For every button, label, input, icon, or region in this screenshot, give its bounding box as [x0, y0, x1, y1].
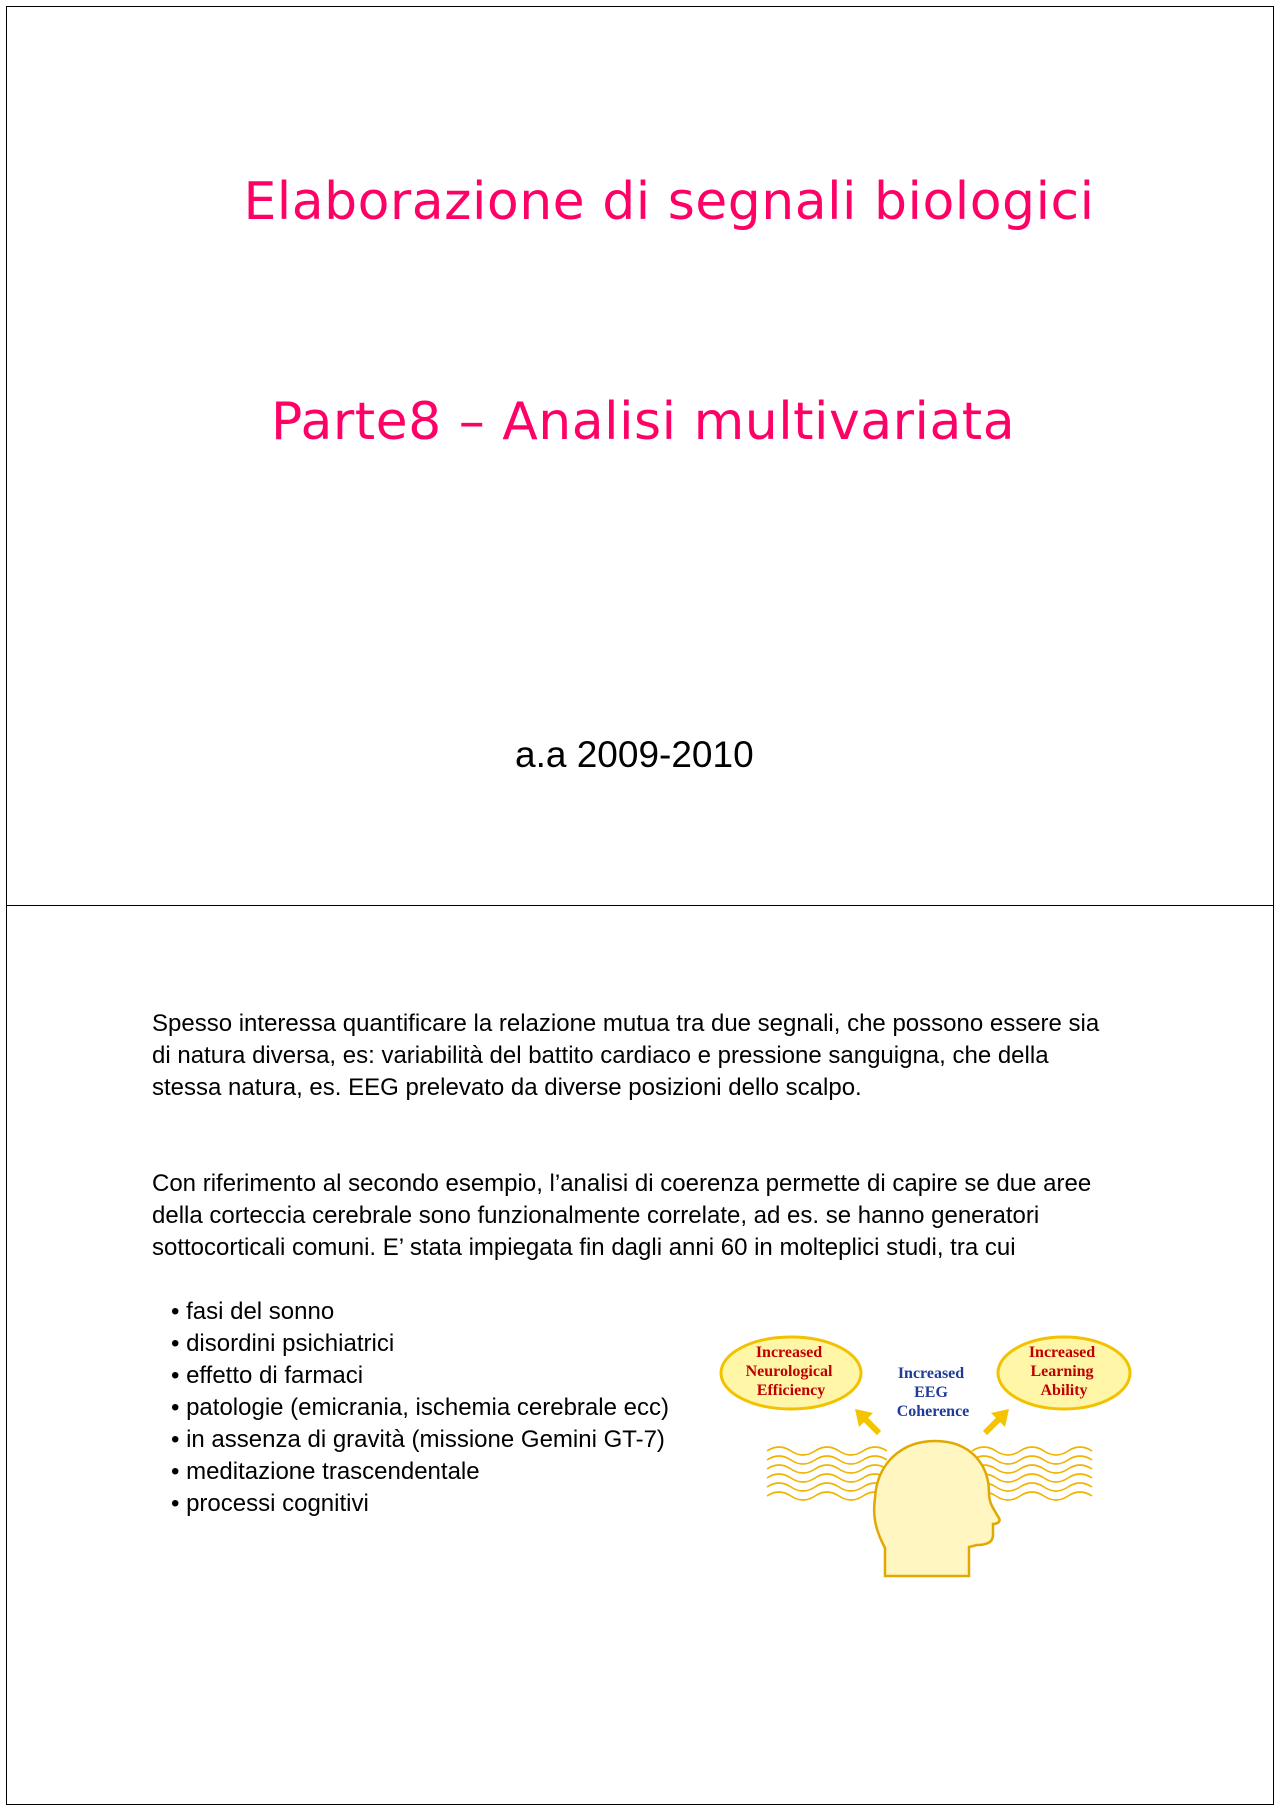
list-item: • processi cognitivi — [171, 1488, 669, 1520]
intro-paragraph: Spesso interessa quantificare la relazione mutua tra due segnali, che possono essere sia di natura diversa, es: variabilità del battito cardiaco e pressione sanguigna, che della stessa natura, es. EEG prelevato da diverse posizioni dello scalpo. — [152, 1010, 1100, 1101]
left-bubble-line: Neurological — [745, 1363, 833, 1380]
right-bubble-line: Learning — [1030, 1363, 1094, 1380]
content-slide — [6, 905, 1274, 1805]
list-item: • meditazione trascendentale — [171, 1456, 669, 1488]
svg-text:Increased EEG — [897, 1365, 970, 1420]
list-item: • effetto di farmaci — [171, 1360, 669, 1392]
svg-text:Increased Neurological — [746, 1344, 837, 1399]
list-item: • disordini psichiatrici — [171, 1328, 669, 1360]
page-title: Elaborazione di segnali biologici — [243, 172, 1095, 232]
right-bubble-line: Ability — [1040, 1382, 1088, 1399]
left-bubble-line: Efficiency — [756, 1382, 826, 1399]
page-subtitle: Parte8 – Analisi multivariata — [270, 392, 1016, 452]
eeg-coherence-figure — [707, 1333, 1137, 1578]
title-slide — [6, 6, 1274, 906]
arrow-icon — [985, 1409, 1009, 1433]
arrow-icon — [855, 1409, 879, 1433]
academic-year: a.a 2009-2010 — [515, 734, 754, 775]
list-item: • patologie (emicrania, ischemia cerebrale ecc) — [171, 1392, 669, 1424]
right-bubble-line: Increased — [1028, 1344, 1096, 1361]
list-item: • fasi del sonno — [171, 1296, 669, 1328]
center-label-line: Increased — [897, 1365, 965, 1382]
center-label-line: Coherence — [896, 1403, 970, 1420]
wave-lines-left — [767, 1447, 887, 1500]
coherence-paragraph: Con riferimento al secondo esempio, l’analisi di coerenza permette di capire se due aree della corteccia cerebrale sono funzionalmente correlate, ad es. se hanno generatori sottocorticali comuni. E’ stata impiegata fin dagli anni 60 in molteplici studi, tra cui — [152, 1170, 1092, 1261]
center-label-line: EEG — [914, 1384, 948, 1401]
studies-list — [171, 1296, 669, 1520]
list-item: • in assenza di gravità (missione Gemini GT-7) — [171, 1424, 669, 1456]
left-bubble-line: Increased — [755, 1344, 823, 1361]
head-icon — [874, 1441, 999, 1576]
